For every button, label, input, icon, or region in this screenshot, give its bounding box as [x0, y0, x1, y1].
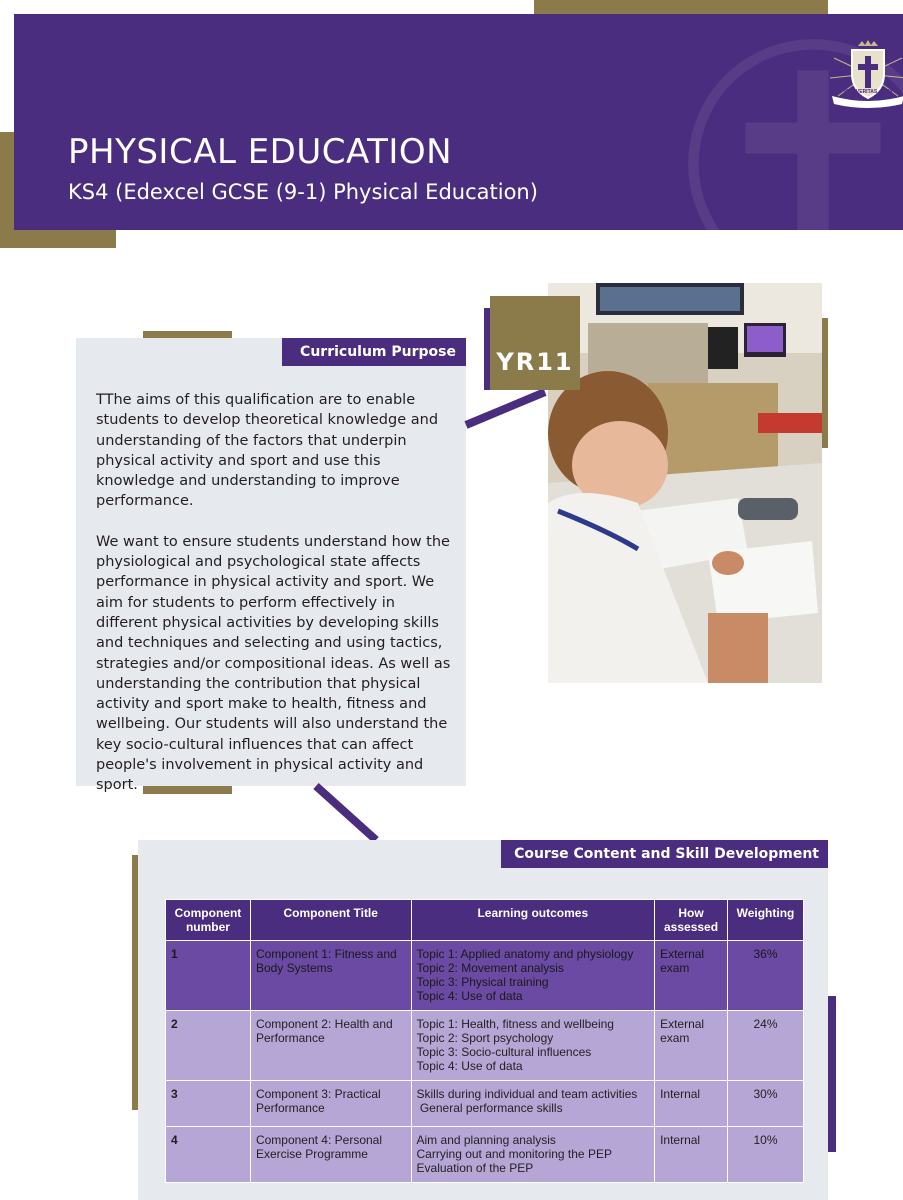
table-row	[166, 1127, 804, 1183]
how-assessed: Internal	[655, 1081, 728, 1127]
page-title: PHYSICAL EDUCATION	[68, 132, 453, 172]
outcome-line: Evaluation of the PEP	[416, 1161, 534, 1175]
header-weighting: Weighting	[728, 900, 804, 941]
header-component-title: Component Title	[250, 900, 411, 941]
learning-outcomes	[411, 1081, 655, 1127]
weighting: 30%	[728, 1081, 804, 1127]
table-row	[166, 941, 804, 1011]
header-how-assessed: How assessed	[655, 900, 728, 941]
gold-bar-photo-right	[822, 318, 828, 448]
outcome-line: Topic 3: Physical training	[416, 975, 549, 989]
classroom-photo	[548, 283, 822, 683]
course-content-label: Course Content and Skill Development	[501, 840, 828, 868]
curriculum-purpose-text	[96, 390, 452, 796]
curriculum-purpose-label: Curriculum Purpose	[282, 338, 466, 366]
component-number: 3	[166, 1081, 251, 1127]
outcome-line: Topic 1: Health, fitness and wellbeing	[416, 1017, 614, 1031]
component-title: Component 3: Practical Performance	[250, 1081, 411, 1127]
outcome-line: Aim and planning analysis	[416, 1133, 556, 1147]
crest-motto: VIA · VERITAS · VITA	[843, 89, 893, 95]
component-title: Component 1: Fitness and Body Systems	[250, 941, 411, 1011]
how-assessed: External exam	[655, 941, 728, 1011]
table-row	[166, 1011, 804, 1081]
purple-bar-content-right	[828, 996, 836, 1152]
learning-outcomes	[411, 1011, 655, 1081]
outcome-line: Topic 4: Use of data	[416, 989, 523, 1003]
component-title: Component 2: Health and Performance	[250, 1011, 411, 1081]
school-crest-icon	[828, 38, 903, 110]
classroom-photo-illustration	[548, 283, 822, 683]
outcome-line: Topic 2: Sport psychology	[416, 1031, 554, 1045]
header-component-number: Component number	[166, 900, 251, 941]
table-row	[166, 1081, 804, 1127]
outcome-line: Topic 3: Socio-cultural influences	[416, 1045, 592, 1059]
learning-outcomes	[411, 1127, 655, 1183]
year-badge: YR11	[490, 296, 580, 390]
weighting: 10%	[728, 1127, 804, 1183]
outcome-line: Topic 1: Applied anatomy and physiology	[416, 947, 634, 961]
course-table	[165, 899, 804, 1183]
page-subtitle: KS4 (Edexcel GCSE (9-1) Physical Education)	[68, 180, 538, 204]
outcome-line: Topic 4: Use of data	[416, 1059, 523, 1073]
how-assessed: External exam	[655, 1011, 728, 1081]
outcome-line: Topic 2: Movement analysis	[416, 961, 564, 975]
page-header	[14, 14, 903, 230]
course-table-header-row	[166, 900, 804, 941]
how-assessed: Internal	[655, 1127, 728, 1183]
weighting: 24%	[728, 1011, 804, 1081]
component-number: 1	[166, 941, 251, 1011]
outcome-line: General performance skills	[416, 1101, 563, 1115]
component-number: 2	[166, 1011, 251, 1081]
header-learning-outcomes: Learning outcomes	[411, 900, 655, 941]
purpose-paragraph-2: We want to ensure students understand how the physiological and psychological state affects performance in physical activity and sport. We aim for students to perform effectively in different physical activities by developing skills and techniques and selecting and using tactics, strategies and/or compositional ideas. As well as understanding the contribution that physical activity and sport make to health, fitness and wellbeing. Our students will also understand the key socio-cultural influences that can affect people's involvement in physical activity and sport.	[96, 533, 451, 794]
purpose-paragraph-1: TThe aims of this qualification are to enable students to develop theoretical knowledge and understanding of the factors that underpin physical activity and sport and use this knowledge and understanding to improve performance.	[96, 392, 439, 510]
learning-outcomes	[411, 941, 655, 1011]
component-title: Component 4: Personal Exercise Programme	[250, 1127, 411, 1183]
outcome-line: Skills during individual and team activities	[416, 1087, 638, 1101]
component-number: 4	[166, 1127, 251, 1183]
outcome-line: Carrying out and monitoring the PEP	[416, 1147, 612, 1161]
weighting: 36%	[728, 941, 804, 1011]
